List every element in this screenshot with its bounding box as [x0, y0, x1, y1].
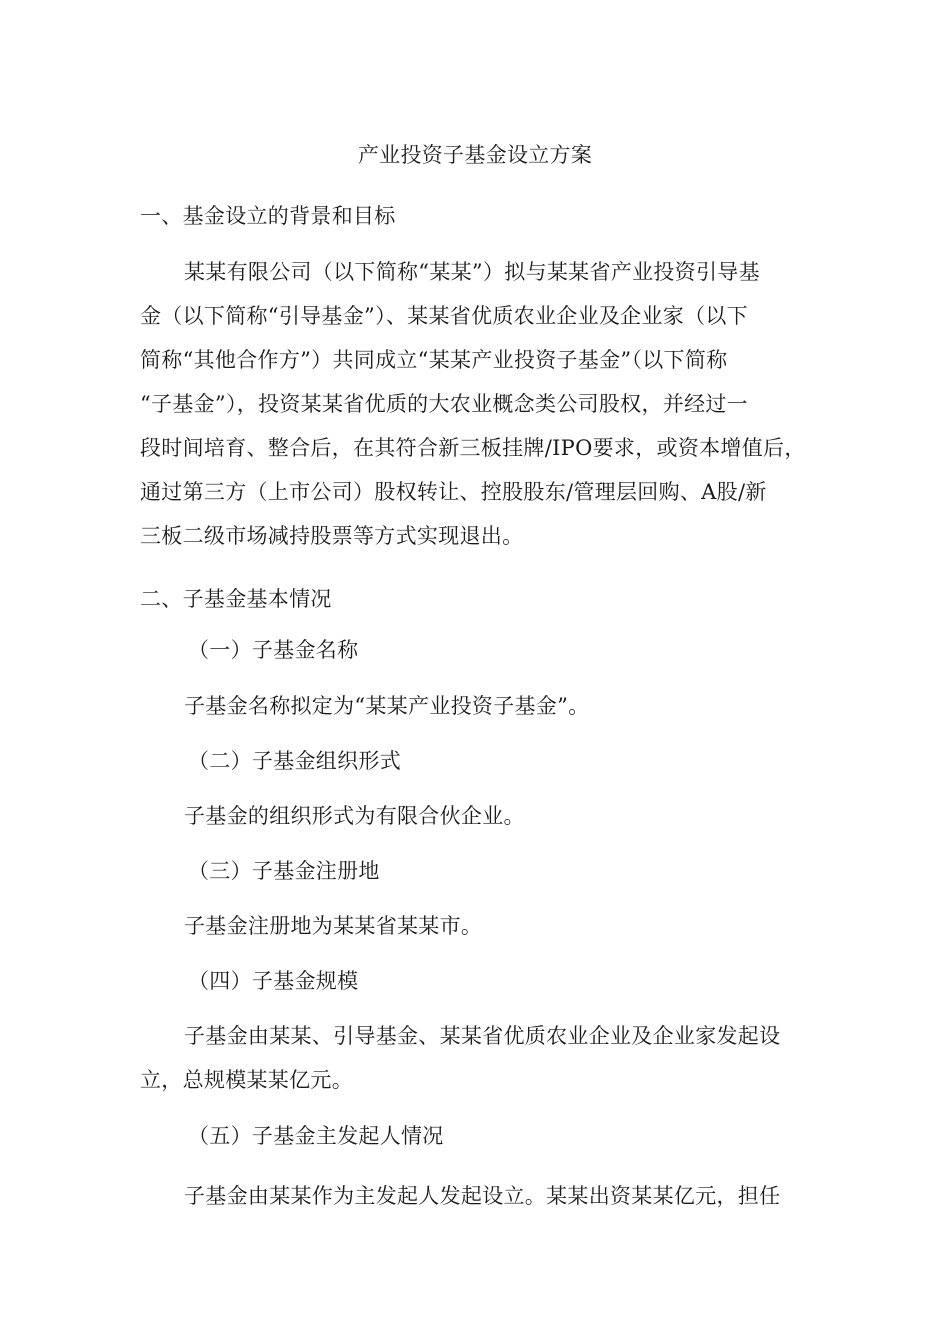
subsection-1-text: 子基金名称拟定为“某某产业投资子基金”。 — [184, 694, 590, 718]
subsection-3-text: 子基金注册地为某某省某某市。 — [184, 914, 483, 938]
subsection-2-text: 子基金的组织形式为有限合伙企业。 — [184, 804, 525, 828]
subsection-4-heading: （四）子基金规模 — [188, 969, 359, 993]
subsection-5-heading: （五）子基金主发起人情况 — [188, 1124, 444, 1148]
paragraph-line: “子基金”），投资某某省优质的大农业概念类公司股权，并经过一 — [140, 392, 748, 416]
document-title: 产业投资子基金设立方案 — [357, 143, 593, 167]
section-2-heading: 二、子基金基本情况 — [140, 587, 332, 611]
paragraph-line: 通过第三方（上市公司）股权转让、控股股东/管理层回购、A股/新 — [140, 480, 767, 504]
paragraph-line: 某某有限公司（以下简称“某某”）拟与某某省产业投资引导基 — [184, 260, 760, 284]
subsection-5-text: 子基金由某某作为主发起人发起设立。某某出资某某亿元，担任 — [184, 1184, 781, 1208]
subsection-1-heading: （一）子基金名称 — [188, 638, 359, 662]
section-1-heading: 一、基金设立的背景和目标 — [140, 204, 396, 228]
paragraph-line: 段时间培育、整合后，在其符合新三板挂牌/IPO要求，或资本增值后， — [140, 436, 806, 460]
paragraph-line: 简称“其他合作方”）共同成立“某某产业投资子基金”（以下简称 — [140, 348, 728, 372]
paragraph-line: 立，总规模某某亿元。 — [140, 1068, 353, 1092]
paragraph-line: 子基金由某某、引导基金、某某省优质农业企业及企业家发起设 — [184, 1024, 781, 1048]
paragraph-line: 三板二级市场减持股票等方式实现退出。 — [140, 524, 524, 548]
subsection-3-heading: （三）子基金注册地 — [188, 859, 380, 883]
paragraph-line: 金（以下简称“引导基金”）、某某省优质农业企业及企业家（以下 — [140, 304, 748, 328]
subsection-2-heading: （二）子基金组织形式 — [188, 749, 401, 773]
